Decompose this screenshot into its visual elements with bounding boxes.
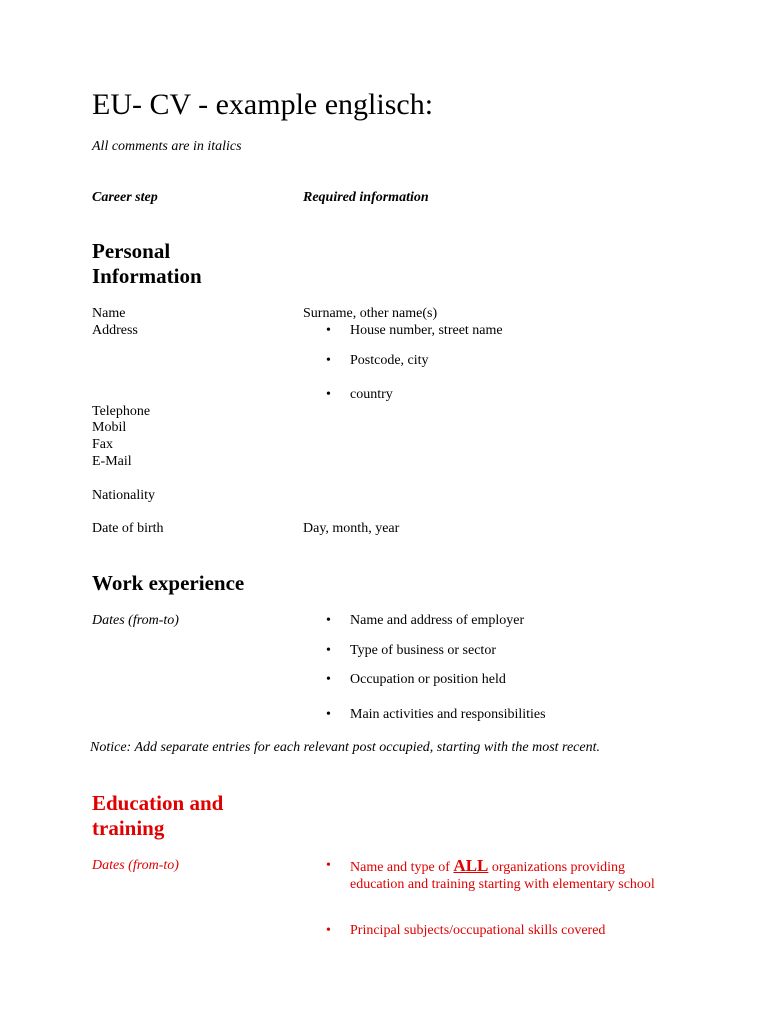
section-heading-personal — [92, 239, 202, 289]
section-heading-work: Work experience — [92, 571, 245, 595]
section-heading-education-line1: Education and — [92, 791, 224, 815]
education-bullet-2 — [326, 922, 606, 939]
mobil-label: Mobil — [92, 420, 127, 435]
email-label: E-Mail — [92, 454, 132, 469]
work-bullet-1 — [326, 612, 525, 629]
section-heading-education — [92, 791, 223, 841]
bullet-dot: • — [326, 613, 331, 628]
work-bullet-3 — [326, 671, 506, 688]
name-value: Surname, other name(s) — [303, 306, 438, 321]
column-header-required-info: Required information — [303, 190, 429, 205]
education-bullet-1 — [326, 856, 660, 893]
education-bullet-2-text: Principal subjects/occupational skills covered — [350, 923, 606, 938]
address-bullet-3 — [326, 386, 393, 403]
address-bullet-1 — [326, 322, 503, 339]
section-heading-education-line2: training — [92, 816, 165, 840]
dob-label: Date of birth — [92, 521, 164, 536]
education-dates: Dates (from-to) — [92, 858, 179, 873]
comment-note: All comments are in italics — [92, 139, 242, 154]
work-bullet-2 — [326, 642, 496, 659]
telephone-label: Telephone — [92, 404, 151, 419]
bullet-dot: • — [326, 387, 331, 402]
address-bullet-text: House number, street name — [350, 323, 503, 338]
bullet-dot: • — [326, 643, 331, 658]
work-dates: Dates (from-to) — [92, 613, 179, 628]
work-bullet-4 — [326, 706, 546, 723]
name-label: Name — [92, 306, 126, 321]
work-notice: Notice: Add separate entries for each relevant post occupied, starting with the most recent. — [90, 740, 601, 755]
work-bullet-text: Occupation or position held — [350, 672, 506, 687]
document-title: EU- CV - example englisch: — [92, 88, 434, 121]
work-bullet-text: Main activities and responsibilities — [350, 707, 546, 722]
address-label: Address — [92, 323, 138, 338]
section-heading-personal-line2: Information — [92, 264, 202, 288]
bullet-dot: • — [326, 707, 331, 722]
fax-label: Fax — [92, 437, 113, 452]
section-heading-personal-line1: Personal — [92, 239, 171, 263]
bullet-dot: • — [326, 672, 331, 687]
bullet-dot: • — [326, 923, 331, 938]
education-bullet-1-emphasis: ALL — [453, 856, 489, 875]
nationality-label: Nationality — [92, 488, 155, 503]
bullet-dot: • — [326, 353, 331, 368]
column-header-career-step: Career step — [92, 190, 158, 205]
work-bullet-text: Type of business or sector — [350, 643, 496, 658]
address-bullet-text: Postcode, city — [350, 353, 429, 368]
bullet-dot: • — [326, 323, 331, 338]
education-bullet-1-text-rest: organizations providing education and training starting with elementary school — [350, 860, 655, 892]
dob-value: Day, month, year — [303, 521, 400, 536]
work-bullet-text: Name and address of employer — [350, 613, 525, 628]
bullet-dot: • — [326, 858, 331, 873]
education-bullet-1-text: Name and type of — [350, 860, 454, 875]
address-bullet-text: country — [350, 387, 393, 402]
address-bullet-2 — [326, 352, 429, 369]
